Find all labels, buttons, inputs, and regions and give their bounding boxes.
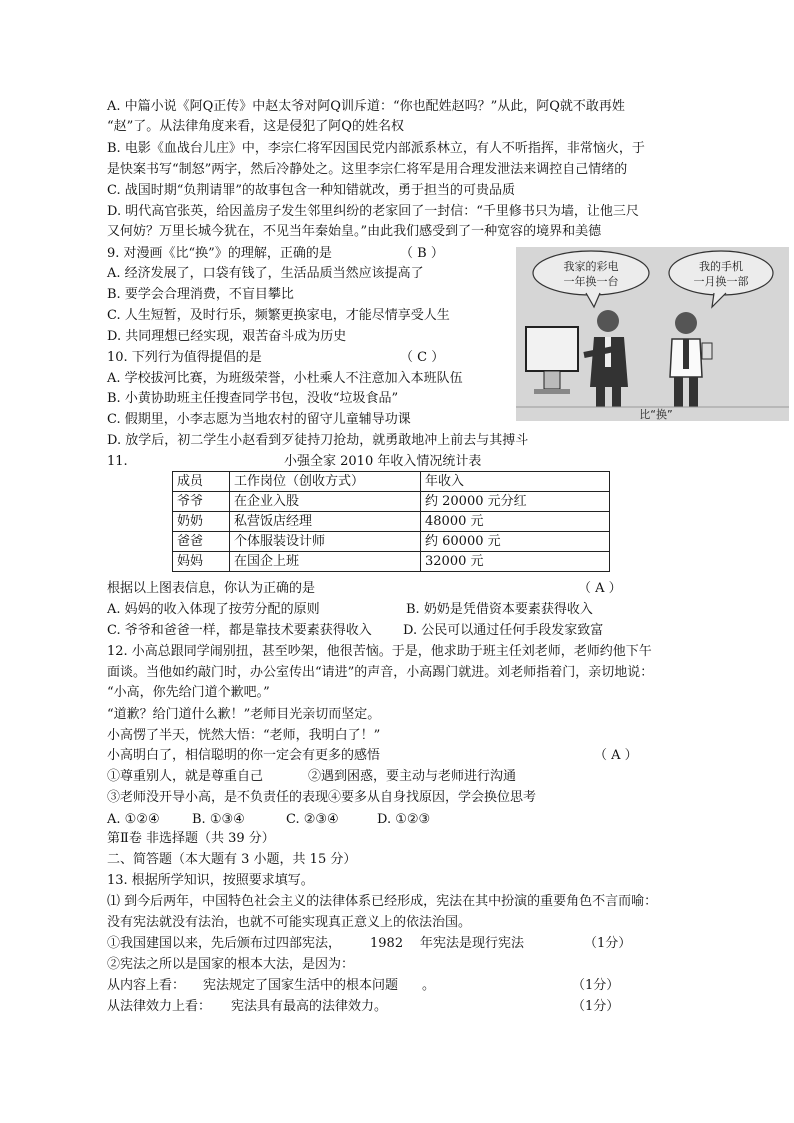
q13-effect-score: （1分） xyxy=(572,999,620,1014)
section-title: 二、简答题（本大题有 3 小题，共 15 分） xyxy=(107,852,357,867)
q13-content-label: 从内容上看： xyxy=(107,978,186,993)
q11-option-a: A. 妈妈的收入体现了按劳分配的原则 xyxy=(107,602,320,617)
table-cell: 约 60000 元 xyxy=(421,532,610,552)
q13-part2-text: ②宪法之所以是国家的根本大法，是因为： xyxy=(107,957,355,972)
q12-line5: 小高愣了半天，恍然大悟：“老师，我明白了！” xyxy=(107,728,381,743)
table-cell: 爷爷 xyxy=(173,492,230,512)
table-header-cell: 年收入 xyxy=(421,472,610,492)
q12-choice-a: A. ①②④ xyxy=(107,812,160,827)
q13-content-end: 。 xyxy=(422,978,436,993)
q13-effect-answer: 宪法具有最高的法律效力。 xyxy=(231,999,388,1014)
q9-option-a: A. 经济发展了，口袋有钱了，生活品质当然应该提高了 xyxy=(107,266,424,281)
q10-answer: （ C ） xyxy=(400,350,445,365)
q11-number: 11. xyxy=(107,454,128,469)
q12-line2: 面谈。当他如约敲门时，办公室传出“请进”的声音，小高踢门就进。刘老师指着门，亲切地说： xyxy=(107,665,654,680)
q10-option-b: B. 小黄协助班主任搜查同学书包，没收“垃圾食品” xyxy=(107,391,399,406)
bubble-left-line2: 一年换一台 xyxy=(563,275,619,288)
q8-option-d-line2: 又何妨？万里长城今犹在，不见当年秦始皇。”由此我们感受到了一种宽容的境界和美德 xyxy=(107,224,602,239)
table-cell: 个体服装设计师 xyxy=(230,532,421,552)
table-header-cell: 工作岗位（创收方式） xyxy=(230,472,421,492)
table-row xyxy=(173,492,610,512)
table-cell: 在企业入股 xyxy=(230,492,421,512)
q13-intro-line2: 没有宪法就没有法治，也就不可能实现真正意义上的依法治国。 xyxy=(107,915,472,930)
bubble-right-line2: 一月换一部 xyxy=(693,275,749,288)
q10-stem: 10. 下列行为值得提倡的是 xyxy=(107,350,262,365)
table-cell: 约 20000 元分红 xyxy=(421,492,610,512)
table-header-cell: 成员 xyxy=(173,472,230,492)
table-row xyxy=(173,552,610,572)
q8-option-b-line1: B. 电影《血战台儿庄》中，李宗仁将军因国民党内部派系林立，有人不听指挥，非常恼火，于 xyxy=(107,141,645,156)
q12-line3: “小高，你先给门道个歉吧。” xyxy=(107,685,270,700)
q11-option-c: C. 爷爷和爸爸一样，都是靠技术要素获得收入 xyxy=(107,623,372,638)
q12-answer: （ A ） xyxy=(594,748,638,763)
table-cell: 在国企上班 xyxy=(230,552,421,572)
cartoon-image xyxy=(516,247,789,421)
cartoon-caption: 比“换” xyxy=(639,408,673,421)
table-row xyxy=(173,532,610,552)
q12-item2: ②遇到困惑，要主动与老师进行沟通 xyxy=(308,769,517,784)
q13-effect-label: 从法律效力上看： xyxy=(107,999,212,1014)
q8-option-a-line2: “赵”了。从法律角度来看，这是侵犯了阿Q的姓名权 xyxy=(107,119,404,134)
table-cell: 妈妈 xyxy=(173,552,230,572)
bubble-right-line1: 我的手机 xyxy=(699,260,743,273)
q11-option-b: B. 奶奶是凭借资本要素获得收入 xyxy=(406,602,593,617)
q12-line4: “道歉？给门道什么歉！”老师目光亲切而坚定。 xyxy=(107,707,381,722)
q9-answer: （ B ） xyxy=(400,246,444,261)
q10-option-d: D. 放学后，初二学生小赵看到歹徒持刀抢劫，就勇敢地冲上前去与其搏斗 xyxy=(107,433,529,448)
q11-stem: 根据以上图表信息，你认为正确的是 xyxy=(107,581,316,596)
table-header-row xyxy=(173,472,610,492)
q12-choice-d: D. ①②③ xyxy=(377,812,431,827)
q12-choice-b: B. ①③④ xyxy=(192,812,245,827)
q8-option-a-line1: A. 中篇小说《阿Q正传》中赵太爷对阿Q训斥道：“你也配姓赵吗？”从此，阿Q就不敢再姓 xyxy=(107,99,625,114)
q9-stem: 9. 对漫画《比“换”》的理解，正确的是 xyxy=(107,246,332,261)
q12-item3: ③老师没开导小高，是不负责任的表现④要多从自身找原因，学会换位思考 xyxy=(107,790,537,805)
q13-stem: 13. 根据所学知识，按照要求填写。 xyxy=(107,873,314,888)
q13-content-answer: 宪法规定了国家生活中的根本问题 xyxy=(203,978,399,993)
table-cell: 奶奶 xyxy=(173,512,230,532)
q12-line6: 小高明白了，相信聪明的你一定会有更多的感悟 xyxy=(107,748,381,763)
income-table xyxy=(172,471,610,572)
q13-part1-text-end: 年宪法是现行宪法 xyxy=(420,936,525,951)
q8-option-d-line1: D. 明代高官张英，给因盖房子发生邻里纠纷的老家回了一封信：“千里修书只为墙，让他三尺 xyxy=(107,204,639,219)
bubble-left-line1: 我家的彩电 xyxy=(563,260,619,273)
q8-option-b-line2: 是快案书写“制怒”两字，然后冷静处之。这里李宗仁将军是用合理发泄法来调控自己情绪的 xyxy=(107,162,628,177)
q13-part1-text: ①我国建国以来，先后颁布过四部宪法， xyxy=(107,936,342,951)
q12-line1: 12. 小高总跟同学闹别扭，甚至吵架，他很苦恼。于是，他求助于班主任刘老师，老师约他下午 xyxy=(107,644,652,659)
q12-choice-c: C. ②③④ xyxy=(286,812,339,827)
q13-intro-line1: ⑴ 到今后两年，中国特色社会主义的法律体系已经形成，宪法在其中扮演的重要角色不言而喻： xyxy=(107,894,658,909)
table-cell: 48000 元 xyxy=(421,512,610,532)
q9-option-c: C. 人生短暂，及时行乐，频繁更换家电，才能尽情享受人生 xyxy=(107,308,450,323)
table-row xyxy=(173,512,610,532)
table-cell: 爸爸 xyxy=(173,532,230,552)
q13-part1-score: （1分） xyxy=(584,936,632,951)
q11-answer: （ A ） xyxy=(578,581,622,596)
cartoon-drawing xyxy=(516,247,789,421)
q11-table-title: 小强全家 2010 年收入情况统计表 xyxy=(284,454,482,469)
q8-option-c: C. 战国时期“负荆请罪”的故事包含一种知错就改，勇于担当的可贵品质 xyxy=(107,183,516,198)
q13-part1-answer: 1982 xyxy=(370,936,404,951)
table-cell: 私营饭店经理 xyxy=(230,512,421,532)
q10-option-c: C. 假期里，小李志愿为当地农村的留守儿童辅导功课 xyxy=(107,412,411,427)
part2-title: 第Ⅱ卷 非选择题（共 39 分） xyxy=(107,831,275,846)
q10-option-a: A. 学校拔河比赛，为班级荣誉，小杜乘人不注意加入本班队伍 xyxy=(107,371,463,386)
q11-option-d: D. 公民可以通过任何手段发家致富 xyxy=(403,623,604,638)
q13-content-score: （1分） xyxy=(572,978,620,993)
q12-item1: ①尊重别人，就是尊重自己 xyxy=(107,769,264,784)
q9-option-b: B. 要学会合理消费，不盲目攀比 xyxy=(107,287,294,302)
q9-option-d: D. 共同理想已经实现，艰苦奋斗成为历史 xyxy=(107,329,347,344)
table-cell: 32000 元 xyxy=(421,552,610,572)
